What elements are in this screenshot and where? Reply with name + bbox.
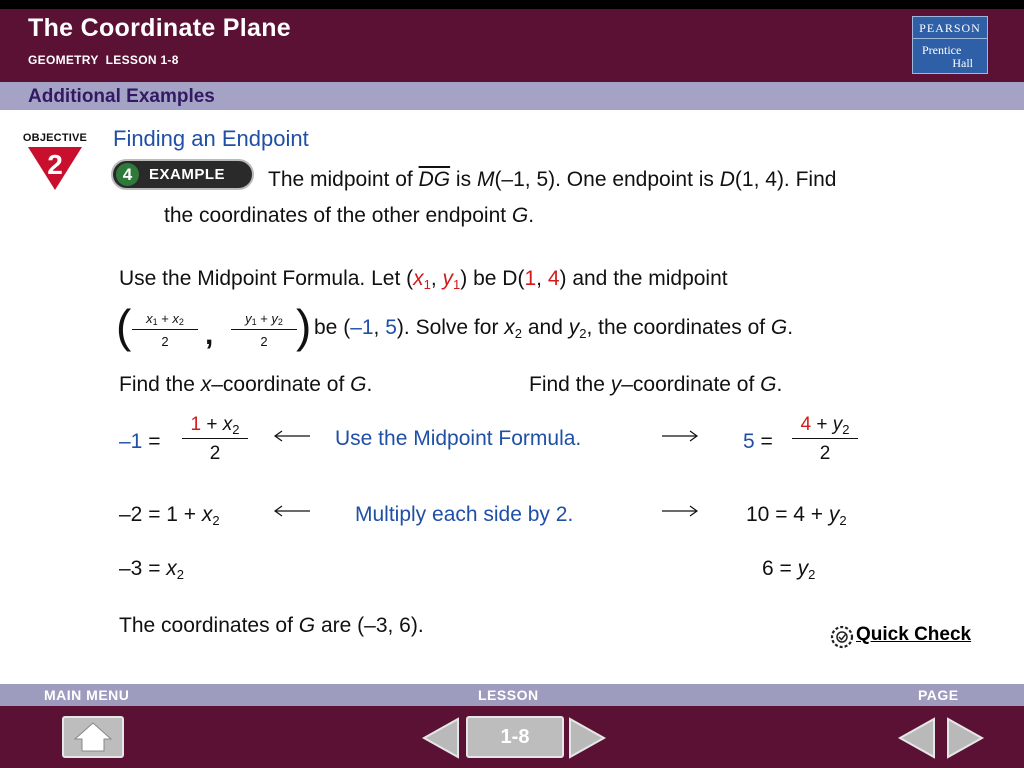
value-blue: –1 <box>119 430 143 453</box>
step2-left <box>119 503 220 527</box>
fraction-denominator: 2 <box>161 334 169 349</box>
problem-text: The midpoint of <box>268 168 419 191</box>
problem-text: the coordinates of the other endpoint <box>164 204 512 227</box>
heading-text: . <box>366 373 373 396</box>
arrow-left-icon <box>272 428 312 444</box>
var-x: x <box>166 557 177 580</box>
value-red: 4 <box>800 414 812 435</box>
var-y: y <box>610 373 622 396</box>
heading-text: –coordinate of <box>211 373 351 396</box>
home-button[interactable] <box>62 716 124 758</box>
subscript: 2 <box>178 317 184 327</box>
page-title: The Coordinate Plane <box>28 14 291 42</box>
objective-badge <box>20 132 90 197</box>
problem-line-2 <box>164 204 534 228</box>
heading-text: Find the <box>529 373 611 396</box>
heading-text: Find the <box>119 373 201 396</box>
var-y: y <box>568 316 580 339</box>
step2-right <box>746 503 847 527</box>
formula-text: ) and the midpoint <box>559 267 728 290</box>
subscript: 2 <box>808 567 816 582</box>
var-y: y <box>442 267 454 290</box>
subscript: 2 <box>277 317 283 327</box>
point-d: D <box>719 168 735 191</box>
formula-text: and <box>522 316 569 339</box>
objective-number: 2 <box>47 149 63 180</box>
plus-sign: + <box>256 311 272 326</box>
fraction-denominator: 2 <box>819 443 831 464</box>
fraction-denominator: 2 <box>260 334 268 349</box>
plus-sign: + <box>201 414 223 435</box>
equals-sign: = <box>754 430 773 453</box>
lesson-next-button[interactable] <box>566 716 608 760</box>
formula-text: ). Solve for <box>396 316 505 339</box>
subscript: 2 <box>842 422 850 437</box>
subscript: 1 <box>453 277 461 292</box>
formula-text: , <box>373 316 386 339</box>
var-x: x <box>200 373 212 396</box>
value-red: 1 <box>190 414 202 435</box>
step1-left-fraction <box>182 414 248 465</box>
problem-text: . <box>528 204 535 227</box>
conclusion <box>119 614 424 638</box>
logo-imprint-line2: Hall <box>952 56 973 70</box>
value-red: 4 <box>547 267 560 290</box>
section-title: Finding an Endpoint <box>113 126 309 151</box>
value-blue: –1 <box>350 316 374 339</box>
formula-text: Use the Midpoint Formula. Let ( <box>119 267 414 290</box>
equation-text: –3 = <box>119 557 167 580</box>
equation-text: 6 = <box>762 557 798 580</box>
value-red: 1 <box>524 267 537 290</box>
fraction-denominator: 2 <box>209 443 221 464</box>
formula-solve <box>314 316 793 340</box>
fraction-bar <box>132 329 198 330</box>
fraction-numerator <box>182 414 248 436</box>
logo-imprint-line1: Prentice <box>922 43 962 57</box>
formula-intro <box>119 267 728 291</box>
step3-left <box>119 557 184 581</box>
heading-text: . <box>776 373 783 396</box>
subscript: 2 <box>176 567 185 582</box>
pearson-logo <box>912 16 988 74</box>
formula-text: , <box>430 267 443 290</box>
section-bar-label: Additional Examples <box>28 86 215 107</box>
page-next-button[interactable] <box>944 716 986 760</box>
lesson-label: LESSON <box>478 687 539 703</box>
step2-note: Multiply each side by 2. <box>355 503 574 526</box>
logo-publisher: PEARSON <box>913 17 987 39</box>
point-g: G <box>350 373 367 396</box>
arrow-right-icon <box>660 428 700 444</box>
page-label: PAGE <box>918 687 959 703</box>
lesson-number-button[interactable]: 1-8 <box>466 716 564 758</box>
subscript: 2 <box>579 326 587 341</box>
point-g: G <box>760 373 777 396</box>
subscript: 2 <box>839 513 847 528</box>
subscript: 1 <box>152 317 158 327</box>
var-y: y <box>271 311 278 326</box>
main-menu-label: MAIN MENU <box>44 687 130 703</box>
plus-sign: + <box>157 311 173 326</box>
step3-right <box>762 557 815 581</box>
objective-label: OBJECTIVE <box>22 132 88 144</box>
example-number: 4 <box>116 163 139 186</box>
problem-line-1 <box>268 168 836 192</box>
find-x-heading <box>119 373 372 397</box>
page-prev-button[interactable] <box>896 716 938 760</box>
var-y: y <box>245 311 252 326</box>
fraction-bar <box>231 329 297 330</box>
subscript: 2 <box>232 422 240 437</box>
find-y-heading <box>529 373 782 397</box>
step1-right-lhs <box>743 430 773 454</box>
arrow-left-icon <box>272 503 312 519</box>
example-label: EXAMPLE <box>149 166 226 183</box>
lesson-prev-button[interactable] <box>420 716 462 760</box>
problem-text: (–1, 5). One endpoint is <box>494 168 720 191</box>
equation-text: –2 = 1 + <box>119 503 202 526</box>
midpoint-x-fraction <box>132 311 198 349</box>
formula-text: be ( <box>314 316 351 339</box>
var-x: x <box>413 267 424 290</box>
conclusion-text: are (–3, 6). <box>315 614 424 637</box>
var-x: x <box>504 316 515 339</box>
value-blue: 5 <box>385 316 397 339</box>
step1-left-lhs <box>119 430 160 454</box>
equals-sign: = <box>142 430 161 453</box>
subscript: 1 <box>251 317 257 327</box>
equation-text: 10 = 4 + <box>746 503 829 526</box>
example-badge <box>111 159 254 190</box>
var-y: y <box>828 503 840 526</box>
fraction-numerator <box>132 311 198 326</box>
subscript: 2 <box>514 326 523 341</box>
subscript: 2 <box>212 513 220 528</box>
quick-check-link[interactable]: Quick Check <box>856 624 972 645</box>
var-x: x <box>146 311 153 326</box>
point-g: G <box>770 316 788 339</box>
var-y: y <box>797 557 809 580</box>
fraction-bar <box>792 438 858 439</box>
step1-right-fraction <box>792 414 858 465</box>
arrow-right-icon <box>660 503 700 519</box>
plus-sign: + <box>811 414 833 435</box>
point-m: M <box>476 168 495 191</box>
heading-text: –coordinate of <box>621 373 761 396</box>
right-paren: ) <box>296 300 312 352</box>
point-g: G <box>298 614 316 637</box>
point-g: G <box>511 204 529 227</box>
formula-text: ) be D( <box>460 267 525 290</box>
midpoint-y-fraction <box>231 311 297 349</box>
fraction-numerator <box>792 414 858 436</box>
home-icon <box>64 718 122 756</box>
problem-text: is <box>450 168 477 191</box>
quick-check-icon[interactable] <box>829 624 855 650</box>
fraction-separator: , <box>205 318 214 351</box>
var-x: x <box>222 414 233 435</box>
fraction-numerator <box>231 311 297 326</box>
formula-text: , the coordinates of <box>586 316 771 339</box>
fraction-bar <box>182 438 248 439</box>
value-blue: 5 <box>743 430 755 453</box>
var-y: y <box>832 414 843 435</box>
lesson-subtitle: GEOMETRY LESSON 1-8 <box>28 53 179 67</box>
var-x: x <box>201 503 213 526</box>
formula-text: . <box>787 316 794 339</box>
top-border <box>0 0 1024 9</box>
conclusion-text: The coordinates of <box>119 614 299 637</box>
problem-text: (1, 4). Find <box>734 168 837 191</box>
segment-dg: $\overline{DG}$ <box>418 168 451 191</box>
step1-note: Use the Midpoint Formula. <box>335 427 582 450</box>
objective-triangle-icon <box>20 144 90 192</box>
formula-text: , <box>536 267 548 290</box>
subscript: 1 <box>423 277 431 292</box>
left-paren: ( <box>116 300 132 352</box>
var-x: x <box>172 311 179 326</box>
